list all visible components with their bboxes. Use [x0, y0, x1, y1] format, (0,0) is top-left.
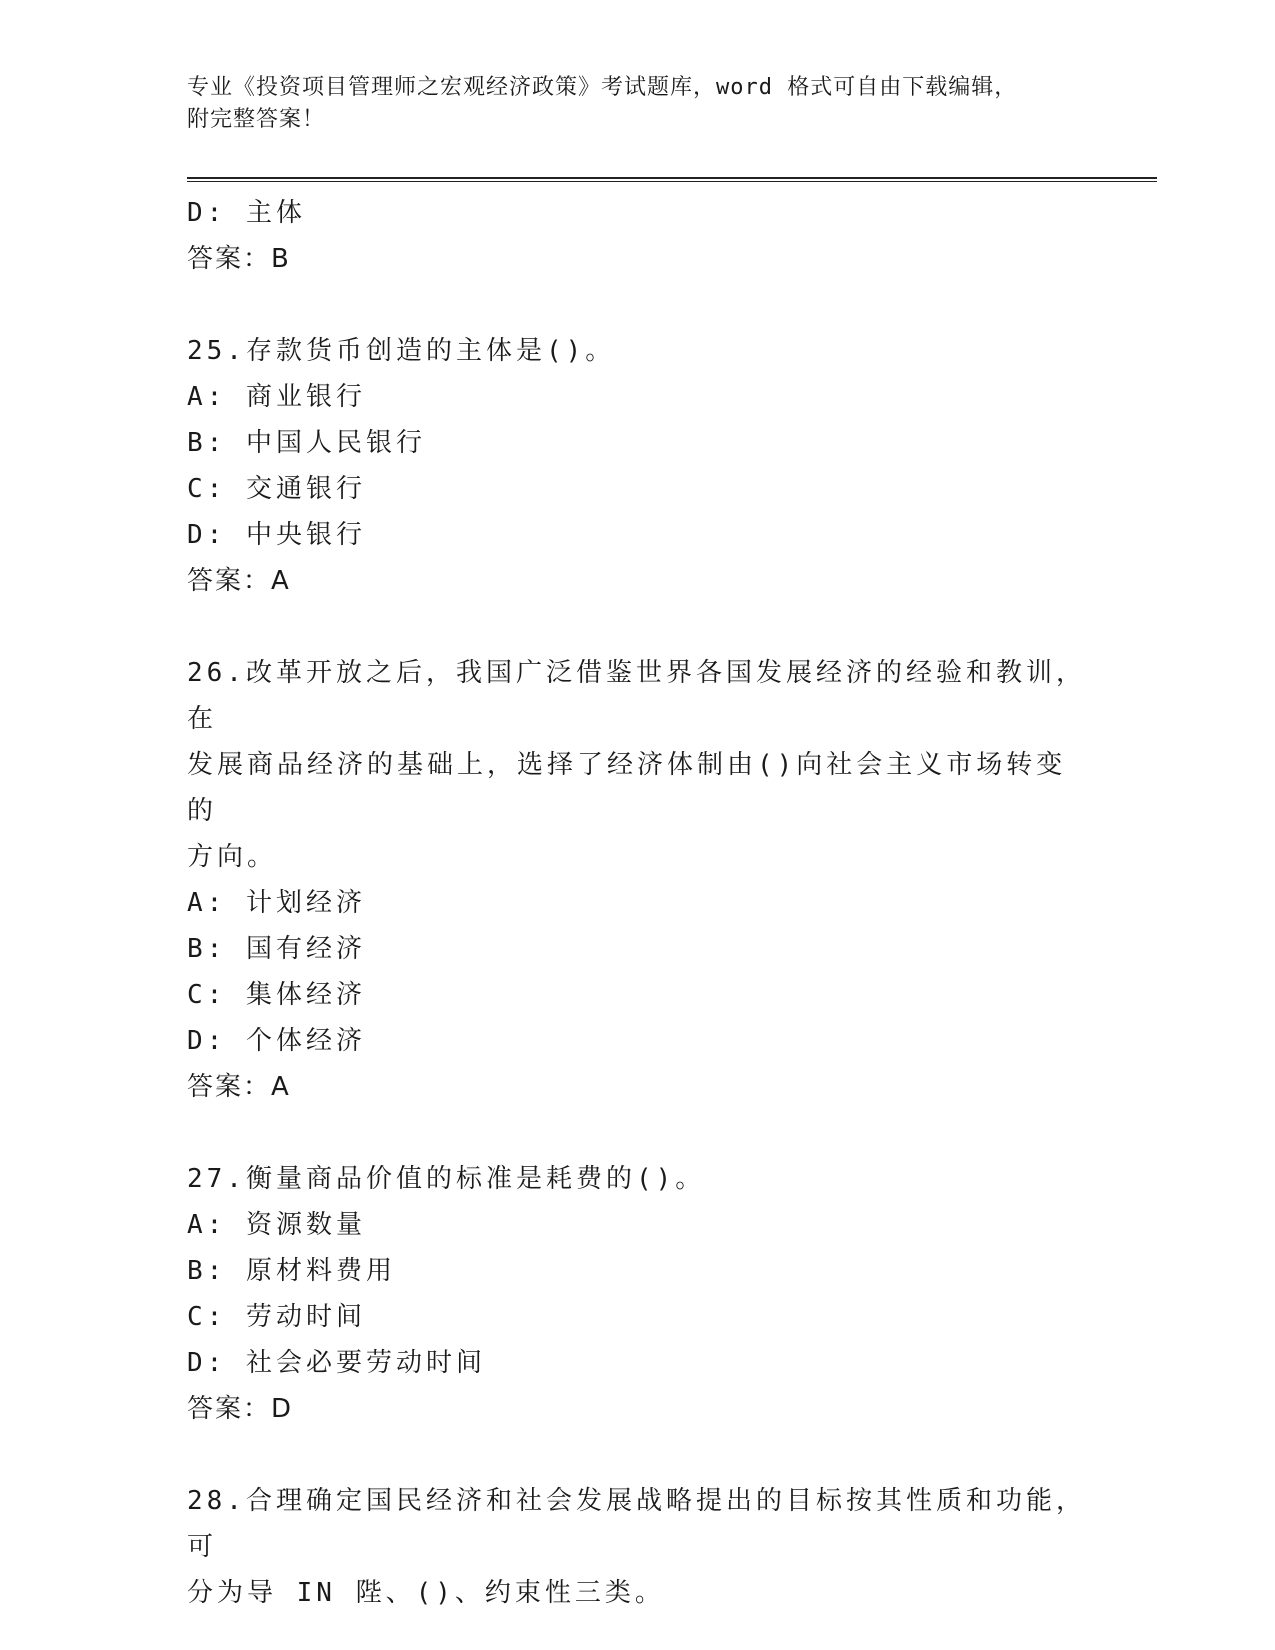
question-stem-line-1: 26.改革开放之后，我国广泛借鉴世界各国发展经济的经验和教训，在	[187, 658, 1086, 734]
option-b: B: 国有经济	[187, 934, 366, 964]
question-26	[187, 650, 1187, 1110]
question-stem: 25.存款货币创造的主体是()。	[187, 336, 616, 366]
page-header	[187, 72, 1067, 136]
answer-label: 答案：A	[187, 566, 291, 596]
question-27	[187, 1156, 1187, 1432]
option-d: D: 主体	[187, 198, 306, 228]
header-line-1: 专业《投资项目管理师之宏观经济政策》考试题库，word 格式可自由下载编辑，	[187, 75, 1018, 100]
answer-label: 答案：B	[187, 244, 291, 274]
option-b: B: 原材料费用	[187, 1256, 396, 1286]
question-stem-line-2: 发展商品经济的基础上，选择了经济体制由()向社会主义市场转变的	[187, 750, 1067, 826]
question-list	[187, 190, 1187, 1616]
answer-label: 答案：A	[187, 1072, 291, 1102]
option-c: C: 交通银行	[187, 474, 366, 504]
option-a: A: 商业银行	[187, 382, 366, 412]
option-c: C: 集体经济	[187, 980, 366, 1010]
question-25	[187, 328, 1187, 604]
option-d: D: 中央银行	[187, 520, 366, 550]
header-divider	[187, 177, 1157, 182]
question-stem-line-2: 分为导 IN 陛、()、约束性三类。	[187, 1578, 665, 1608]
option-a: A: 计划经济	[187, 888, 366, 918]
question-stem-line-3: 方向。	[187, 842, 278, 872]
question-stem: 27.衡量商品价值的标准是耗费的()。	[187, 1164, 706, 1194]
question-stem-line-1: 28.合理确定国民经济和社会发展战略提出的目标按其性质和功能，可	[187, 1486, 1086, 1562]
question-28	[187, 1478, 1187, 1616]
answer-label: 答案：D	[187, 1394, 294, 1424]
header-line-2: 附完整答案！	[187, 107, 326, 132]
option-a: A: 资源数量	[187, 1210, 366, 1240]
option-d: D: 个体经济	[187, 1026, 366, 1056]
option-d: D: 社会必要劳动时间	[187, 1348, 486, 1378]
option-b: B: 中国人民银行	[187, 428, 426, 458]
option-c: C: 劳动时间	[187, 1302, 366, 1332]
